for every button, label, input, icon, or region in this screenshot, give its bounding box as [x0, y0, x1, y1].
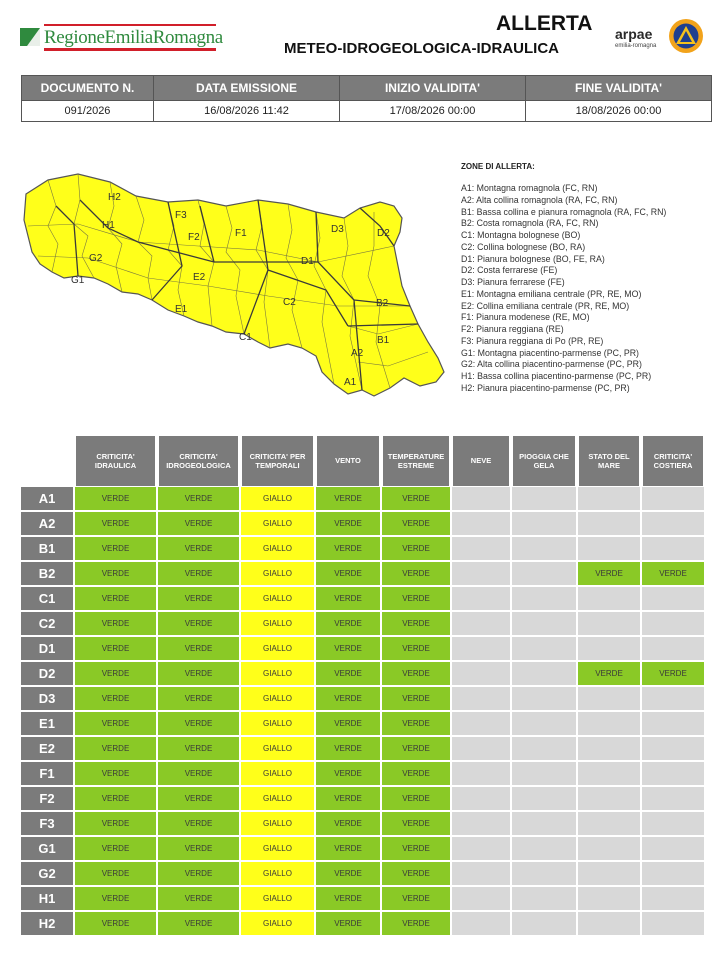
alert-level-cell	[451, 636, 511, 661]
alert-level-cell: VERDE	[157, 761, 240, 786]
alert-level-cell: VERDE	[157, 611, 240, 636]
alert-level-cell	[451, 786, 511, 811]
alert-level-cell: VERDE	[74, 811, 157, 836]
alert-level-cell: VERDE	[315, 636, 381, 661]
alert-level-cell	[577, 886, 641, 911]
alert-level-cell	[511, 736, 577, 761]
col-header-criticita-temporali: CRITICITA' PER TEMPORALI	[240, 436, 315, 486]
alert-level-cell: VERDE	[157, 861, 240, 886]
zone-code: C2	[20, 611, 74, 636]
alert-level-cell	[577, 511, 641, 536]
alert-level-cell	[511, 536, 577, 561]
alert-level-cell	[451, 561, 511, 586]
alert-level-cell: VERDE	[74, 586, 157, 611]
alert-level-cell	[451, 711, 511, 736]
alert-level-cell	[451, 911, 511, 936]
alert-level-cell: VERDE	[381, 636, 451, 661]
alert-level-cell: VERDE	[577, 661, 641, 686]
col-header-criticita-costiera: CRITICITA' COSTIERA	[641, 436, 705, 486]
alert-level-cell	[511, 686, 577, 711]
zone-code: F1	[20, 761, 74, 786]
alert-level-cell	[451, 486, 511, 511]
alert-level-cell: GIALLO	[240, 611, 315, 636]
alert-level-cell: GIALLO	[240, 486, 315, 511]
alert-level-cell	[577, 861, 641, 886]
legend-item: D3: Pianura ferrarese (FE)	[461, 277, 565, 287]
alert-level-cell: GIALLO	[240, 786, 315, 811]
alert-level-cell	[511, 836, 577, 861]
table-row	[20, 736, 705, 761]
map-label-f2: F2	[188, 232, 200, 243]
map-label-b1: B1	[377, 335, 390, 346]
alert-level-cell	[451, 886, 511, 911]
alert-level-cell	[511, 611, 577, 636]
alert-level-cell	[577, 761, 641, 786]
alert-level-cell: VERDE	[315, 661, 381, 686]
zone-code: B2	[20, 561, 74, 586]
alert-level-cell: VERDE	[381, 861, 451, 886]
alert-level-cell: GIALLO	[240, 836, 315, 861]
alert-level-cell	[641, 711, 705, 736]
alert-level-cell: VERDE	[315, 611, 381, 636]
alert-level-cell: VERDE	[74, 636, 157, 661]
alert-level-cell: VERDE	[381, 611, 451, 636]
zone-code: H2	[20, 911, 74, 936]
alert-level-cell: VERDE	[74, 711, 157, 736]
alert-level-cell	[577, 786, 641, 811]
alert-level-cell	[641, 736, 705, 761]
alert-level-cell	[577, 611, 641, 636]
alert-level-cell	[451, 686, 511, 711]
alert-level-cell: GIALLO	[240, 511, 315, 536]
map-label-a1: A1	[344, 377, 357, 388]
table-row	[20, 886, 705, 911]
alert-level-cell: VERDE	[74, 561, 157, 586]
col-header-vento: VENTO	[315, 436, 381, 486]
alert-level-cell	[641, 811, 705, 836]
alert-level-cell: VERDE	[74, 611, 157, 636]
map-label-d2: D2	[377, 228, 390, 239]
alert-level-cell: VERDE	[74, 686, 157, 711]
alert-level-cell	[641, 511, 705, 536]
zones-legend	[461, 162, 719, 395]
alert-level-cell: VERDE	[157, 536, 240, 561]
region-logo-text: RegioneEmiliaRomagna	[44, 27, 223, 48]
alert-level-cell: VERDE	[315, 861, 381, 886]
alert-level-cell: VERDE	[381, 886, 451, 911]
map-label-f1: F1	[235, 228, 247, 239]
alert-level-cell: GIALLO	[240, 536, 315, 561]
legend-item: A1: Montagna romagnola (FC, RN)	[461, 183, 598, 193]
legend-item: D2: Costa ferrarese (FE)	[461, 265, 558, 276]
alert-level-cell	[641, 586, 705, 611]
alert-level-cell	[641, 886, 705, 911]
alert-level-cell: VERDE	[74, 661, 157, 686]
arpae-logo	[615, 26, 659, 54]
alert-level-cell: VERDE	[157, 486, 240, 511]
alert-level-cell	[577, 536, 641, 561]
alert-level-cell	[641, 636, 705, 661]
alert-level-cell	[451, 536, 511, 561]
alert-level-cell: VERDE	[157, 511, 240, 536]
alert-level-cell: VERDE	[315, 886, 381, 911]
zone-code: A2	[20, 511, 74, 536]
alert-level-cell: VERDE	[157, 661, 240, 686]
alert-level-cell	[511, 586, 577, 611]
map-label-d3: D3	[331, 224, 344, 235]
zone-code: E2	[20, 736, 74, 761]
alert-level-cell: GIALLO	[240, 761, 315, 786]
alert-level-cell: VERDE	[577, 561, 641, 586]
map-label-f3: F3	[175, 210, 187, 221]
alert-level-cell	[577, 586, 641, 611]
alert-level-cell	[577, 636, 641, 661]
map-label-c2: C2	[283, 297, 296, 308]
alert-level-cell	[451, 586, 511, 611]
zone-code: D3	[20, 686, 74, 711]
alert-level-cell	[641, 911, 705, 936]
alert-level-cell: VERDE	[641, 561, 705, 586]
alert-level-cell: VERDE	[74, 536, 157, 561]
table-row	[20, 636, 705, 661]
alert-level-cell	[451, 611, 511, 636]
table-row	[20, 486, 705, 511]
arpae-logo-text: arpae	[615, 26, 653, 42]
map-label-h1: H1	[102, 220, 115, 231]
alert-level-cell: VERDE	[315, 811, 381, 836]
col-header-stato-del-mare: STATO DEL MARE	[577, 436, 641, 486]
alert-level-cell	[511, 786, 577, 811]
legend-item: H1: Bassa collina piacentino-parmense (PC, PR)	[461, 371, 652, 381]
alert-level-cell: VERDE	[315, 761, 381, 786]
alert-level-cell	[641, 536, 705, 561]
alert-level-cell: VERDE	[74, 761, 157, 786]
zone-code: A1	[20, 486, 74, 511]
emission-date-header: DATA EMISSIONE	[154, 76, 340, 101]
validity-end: 18/08/2026 00:00	[526, 101, 712, 122]
zone-code: G2	[20, 861, 74, 886]
alert-level-cell: GIALLO	[240, 736, 315, 761]
alert-level-cell: VERDE	[74, 886, 157, 911]
alert-level-cell: VERDE	[157, 586, 240, 611]
alert-level-cell: GIALLO	[240, 861, 315, 886]
col-header-temperature-estreme: TEMPERATURE ESTREME	[381, 436, 451, 486]
legend-item: F1: Pianura modenese (RE, MO)	[461, 312, 590, 323]
alert-level-cell	[511, 661, 577, 686]
alert-level-cell: VERDE	[315, 511, 381, 536]
validity-start-header: INIZIO VALIDITA'	[340, 76, 526, 101]
alert-level-cell: VERDE	[381, 811, 451, 836]
alert-level-cell: VERDE	[157, 636, 240, 661]
alert-level-cell: VERDE	[381, 536, 451, 561]
alert-level-cell	[451, 861, 511, 886]
alert-level-cell: VERDE	[74, 911, 157, 936]
table-row	[20, 861, 705, 886]
table-row	[20, 611, 705, 636]
legend-item: A2: Alta collina romagnola (RA, FC, RN)	[461, 194, 618, 205]
page-title: ALLERTA	[496, 12, 593, 35]
table-row	[20, 686, 705, 711]
alert-level-cell: VERDE	[381, 761, 451, 786]
alert-level-cell: VERDE	[641, 661, 705, 686]
alert-table-header-row	[20, 436, 705, 486]
col-header-criticita-idraulica: CRITICITA' IDRAULICA	[74, 436, 157, 486]
table-row	[20, 561, 705, 586]
alert-level-cell	[577, 836, 641, 861]
alert-level-cell: VERDE	[157, 561, 240, 586]
alert-level-cell: VERDE	[381, 736, 451, 761]
alert-level-cell: GIALLO	[240, 661, 315, 686]
alert-level-cell	[577, 911, 641, 936]
alert-level-cell: VERDE	[74, 511, 157, 536]
alert-level-cell	[511, 486, 577, 511]
alert-level-cell: VERDE	[381, 586, 451, 611]
alert-level-cell	[577, 486, 641, 511]
zone-code: G1	[20, 836, 74, 861]
alert-level-cell	[641, 786, 705, 811]
alert-level-cell	[641, 861, 705, 886]
map-label-a2: A2	[351, 348, 364, 359]
alert-level-cell: VERDE	[381, 836, 451, 861]
region-flag-icon	[20, 28, 40, 46]
alert-level-cell: VERDE	[315, 711, 381, 736]
alert-level-cell: VERDE	[157, 811, 240, 836]
alert-level-cell	[511, 511, 577, 536]
map-label-h2: H2	[108, 192, 121, 203]
alert-level-cell: GIALLO	[240, 911, 315, 936]
table-row	[20, 711, 705, 736]
legend-item: H2: Pianura piacentino-parmense (PC, PR)	[461, 382, 630, 393]
validity-end-header: FINE VALIDITA'	[526, 76, 712, 101]
table-row	[20, 761, 705, 786]
alert-level-cell	[577, 736, 641, 761]
alert-level-cell	[451, 836, 511, 861]
map-label-b2: B2	[376, 298, 389, 309]
alert-level-cell: VERDE	[157, 711, 240, 736]
legend-item: B2: Costa romagnola (RA, FC, RN)	[461, 218, 599, 229]
page-subtitle: METEO-IDROGEOLOGICA-IDRAULICA	[284, 40, 559, 57]
alert-level-cell: VERDE	[381, 686, 451, 711]
alert-level-cell: VERDE	[74, 736, 157, 761]
zone-code: D2	[20, 661, 74, 686]
legend-item: G2: Alta collina piacentino-parmense (PC, PR)	[461, 359, 642, 370]
table-row	[20, 661, 705, 686]
alert-level-cell	[641, 836, 705, 861]
alert-level-cell: VERDE	[157, 686, 240, 711]
alert-level-cell: VERDE	[315, 686, 381, 711]
table-row	[20, 836, 705, 861]
alert-level-cell: VERDE	[315, 536, 381, 561]
alert-level-cell: VERDE	[157, 736, 240, 761]
map-label-e2: E2	[193, 272, 206, 283]
alert-zones-map	[18, 166, 454, 406]
legend-item: F3: Pianura reggiana di Po (PR, RE)	[461, 335, 604, 346]
alert-level-cell	[641, 486, 705, 511]
alert-level-cell	[451, 811, 511, 836]
alert-level-cell: VERDE	[157, 786, 240, 811]
table-row	[20, 786, 705, 811]
alert-level-cell: VERDE	[381, 911, 451, 936]
alert-level-cell: VERDE	[74, 861, 157, 886]
alert-level-cell: VERDE	[157, 886, 240, 911]
alert-level-cell: GIALLO	[240, 886, 315, 911]
alert-level-cell: GIALLO	[240, 586, 315, 611]
table-row	[20, 811, 705, 836]
alert-level-cell	[451, 661, 511, 686]
alert-level-cell: VERDE	[315, 561, 381, 586]
alert-level-cell	[511, 761, 577, 786]
alert-table-body	[20, 486, 705, 936]
alert-level-cell: VERDE	[74, 486, 157, 511]
alert-level-cell	[451, 511, 511, 536]
alert-level-cell: VERDE	[381, 511, 451, 536]
alert-level-cell: GIALLO	[240, 811, 315, 836]
alert-level-cell: VERDE	[315, 736, 381, 761]
alert-level-cell	[641, 686, 705, 711]
legend-item: G1: Montagna piacentino-parmense (PC, PR)	[461, 347, 639, 358]
map-label-g1: G1	[71, 275, 85, 286]
zone-code: F2	[20, 786, 74, 811]
map-label-d1: D1	[301, 256, 314, 267]
document-info-value-row	[22, 101, 712, 122]
alert-level-cell: VERDE	[315, 911, 381, 936]
alert-level-cell	[577, 686, 641, 711]
alert-level-cell: VERDE	[315, 586, 381, 611]
zone-code: H1	[20, 886, 74, 911]
legend-item: F2: Pianura reggiana (RE)	[461, 324, 564, 334]
alert-level-cell	[451, 736, 511, 761]
table-row	[20, 586, 705, 611]
alert-level-cell: VERDE	[74, 836, 157, 861]
alert-level-cell: VERDE	[381, 486, 451, 511]
table-row	[20, 536, 705, 561]
alert-level-cell	[511, 911, 577, 936]
alert-level-cell: GIALLO	[240, 686, 315, 711]
alert-level-cell: VERDE	[381, 561, 451, 586]
alert-level-cell	[511, 886, 577, 911]
table-row	[20, 911, 705, 936]
protezione-civile-logo-icon	[668, 18, 704, 54]
alert-level-cell	[511, 811, 577, 836]
document-number-header: DOCUMENTO N.	[22, 76, 154, 101]
legend-item: E1: Montagna emiliana centrale (PR, RE, MO)	[461, 288, 642, 299]
map-label-e1: E1	[175, 304, 188, 315]
document-info-table	[21, 75, 712, 122]
alert-level-cell: VERDE	[157, 836, 240, 861]
regione-emilia-romagna-logo	[20, 24, 223, 54]
legend-item: B1: Bassa collina e pianura romagnola (RA, FC, RN)	[461, 206, 667, 217]
alert-level-cell	[577, 811, 641, 836]
alert-level-cell: VERDE	[315, 786, 381, 811]
alert-level-cell: VERDE	[74, 786, 157, 811]
col-header-neve: NEVE	[451, 436, 511, 486]
alert-level-cell: VERDE	[381, 786, 451, 811]
legend-item: D1: Pianura bolognese (BO, FE, RA)	[461, 253, 605, 264]
alert-level-cell	[641, 761, 705, 786]
arpae-logo-subtext: emilia-romagna	[615, 43, 657, 49]
legend-item: E2: Collina emiliana centrale (PR, RE, MO)	[461, 300, 630, 311]
alert-level-cell	[641, 611, 705, 636]
zone-code: B1	[20, 536, 74, 561]
validity-start: 17/08/2026 00:00	[340, 101, 526, 122]
document-info-header-row	[22, 76, 712, 101]
zone-code: D1	[20, 636, 74, 661]
alert-level-cell	[511, 861, 577, 886]
map-label-c1: C1	[239, 332, 252, 343]
corner-cell	[20, 436, 74, 486]
alert-level-cell: VERDE	[381, 661, 451, 686]
alert-level-cell	[511, 561, 577, 586]
alert-level-cell	[511, 636, 577, 661]
table-row	[20, 511, 705, 536]
alert-table	[20, 436, 705, 936]
zone-code: F3	[20, 811, 74, 836]
legend-item: C2: Collina bolognese (BO, RA)	[461, 241, 586, 252]
alert-level-cell: VERDE	[315, 836, 381, 861]
col-header-pioggia-che-gela: PIOGGIA CHE GELA	[511, 436, 577, 486]
alert-level-cell	[511, 711, 577, 736]
alert-level-cell: GIALLO	[240, 711, 315, 736]
legend-item: C1: Montagna bolognese (BO)	[461, 230, 581, 240]
document-number: 091/2026	[22, 101, 154, 122]
alert-level-cell: GIALLO	[240, 561, 315, 586]
alert-level-cell: VERDE	[157, 911, 240, 936]
zone-code: E1	[20, 711, 74, 736]
alert-level-cell	[451, 761, 511, 786]
emission-date: 16/08/2026 11:42	[154, 101, 340, 122]
alert-level-cell: GIALLO	[240, 636, 315, 661]
map-label-g2: G2	[89, 253, 103, 264]
alert-level-cell: VERDE	[315, 486, 381, 511]
alert-level-cell	[577, 711, 641, 736]
col-header-criticita-idrogeologica: CRITICITA' IDROGEOLOGICA	[157, 436, 240, 486]
alert-level-cell: VERDE	[381, 711, 451, 736]
zone-code: C1	[20, 586, 74, 611]
legend-title: ZONE DI ALLERTA:	[461, 162, 535, 171]
